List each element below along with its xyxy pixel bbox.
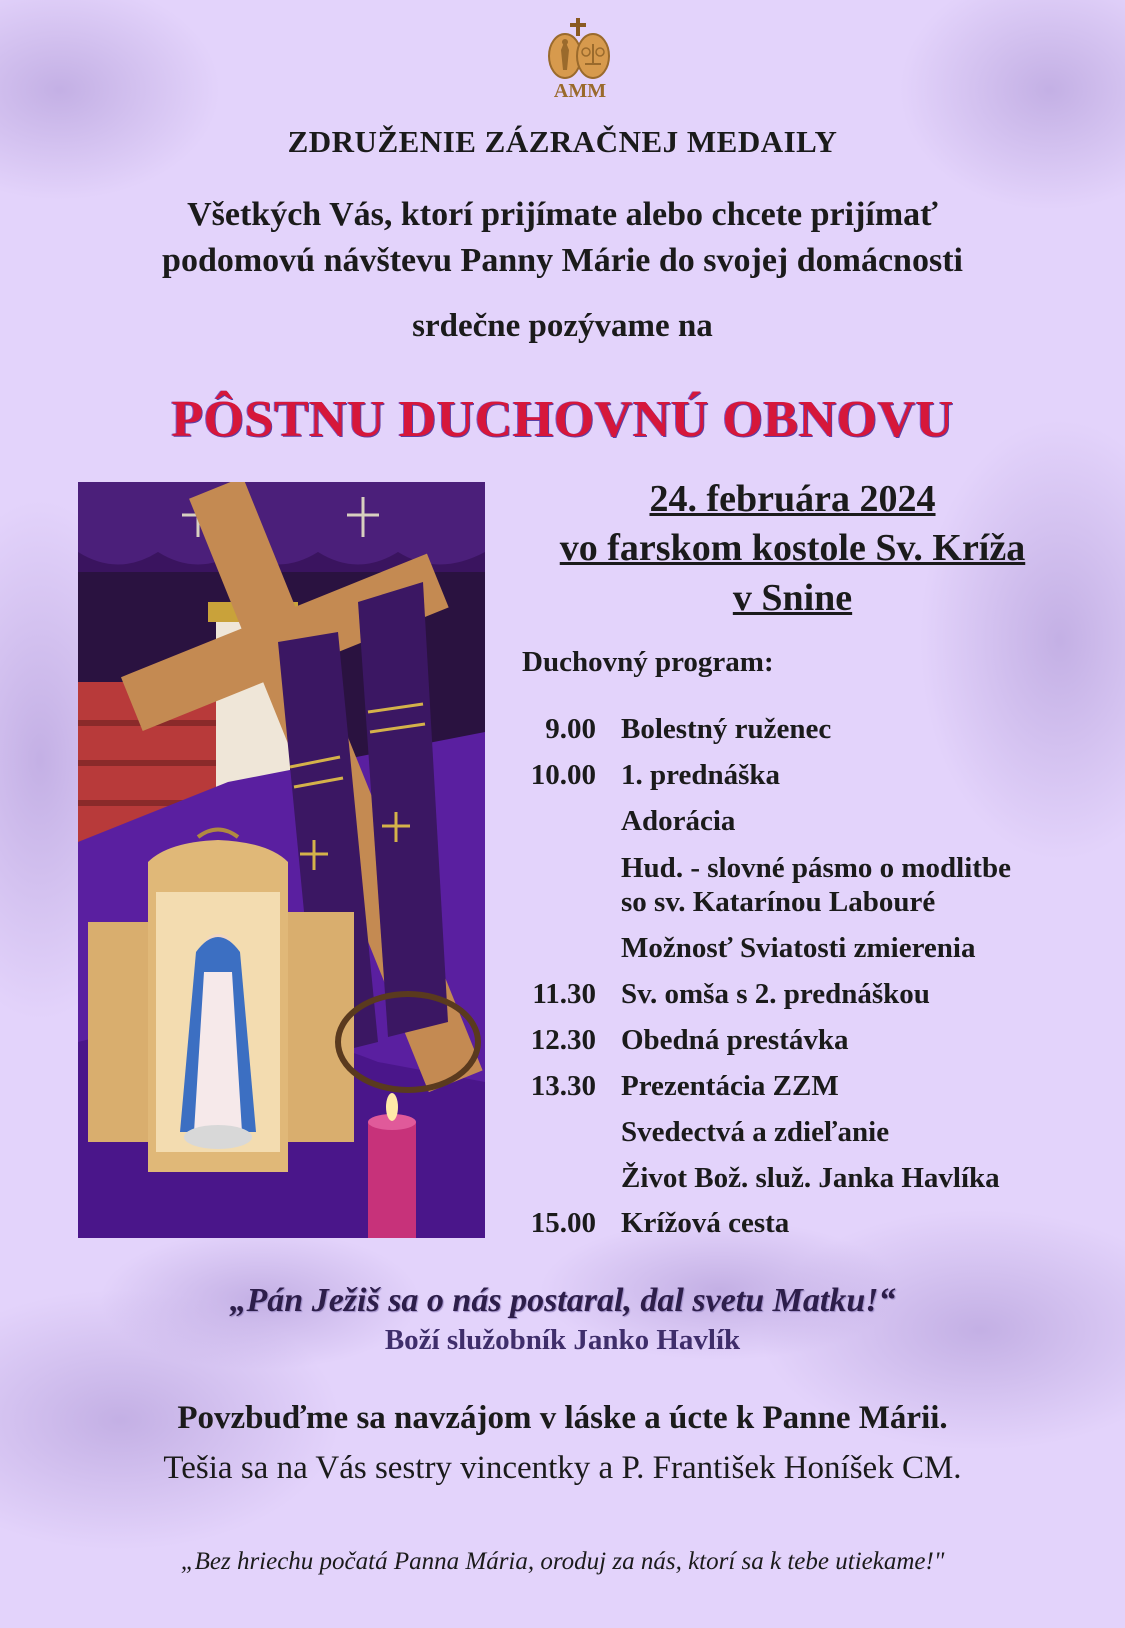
program-time: 12.30 xyxy=(530,1024,596,1056)
program-activity: Obedná prestávka xyxy=(621,1024,849,1056)
program-title: Duchovný program: xyxy=(522,646,774,678)
logo-text: AMM xyxy=(553,80,607,102)
prayer-text: „Bez hriechu počatá Panna Mária, oroduj za nás, ktorí sa k tebe utiekame!" xyxy=(180,1548,945,1575)
invitation-line-1: Všetkých Vás, ktorí prijímate alebo chcete prijímať xyxy=(187,196,938,233)
closing-line-1: Povzbuďme sa navzájom v láske a úcte k Panne Márii. xyxy=(177,1400,948,1436)
event-place-line-1: vo farskom kostole Sv. Kríža xyxy=(559,527,1026,569)
program-activity: so sv. Katarínou Labouré xyxy=(621,886,936,918)
program-time: 11.30 xyxy=(532,978,596,1010)
program-activity: Život Bož. služ. Janka Havlíka xyxy=(621,1162,1000,1194)
program-time: 15.00 xyxy=(530,1207,596,1239)
event-place-line-2: v Snine xyxy=(732,577,853,619)
altar-shrine-photo xyxy=(78,482,485,1238)
program-activity: Svedectvá a zdieľanie xyxy=(621,1116,890,1148)
event-date: 24. februára 2024 xyxy=(649,478,936,520)
quote-text: „Pán Ježiš sa o nás postaral, dal svetu Matku!“ xyxy=(229,1282,896,1319)
program-time: 9.00 xyxy=(545,713,596,745)
organization-name: ZDRUŽENIE ZÁZRAČNEJ MEDAILY xyxy=(287,124,838,159)
invitation-line-3: srdečne pozývame na xyxy=(412,308,713,344)
event-title: PÔSTNU DUCHOVNÚ OBNOVU xyxy=(171,391,954,448)
program-activity: Možnosť Sviatosti zmierenia xyxy=(621,932,976,964)
program-activity: Hud. - slovné pásmo o modlitbe xyxy=(621,852,1011,884)
closing-line-2: Tešia sa na Vás sestry vincentky a P. František Honíšek CM. xyxy=(163,1450,962,1486)
program-activity: Bolestný ruženec xyxy=(621,713,832,745)
program-activity: Krížová cesta xyxy=(621,1207,790,1239)
program-activity: Prezentácia ZZM xyxy=(621,1070,839,1102)
program-time: 13.30 xyxy=(530,1070,596,1102)
quote-author: Boží služobník Janko Havlík xyxy=(384,1324,741,1356)
invitation-line-2: podomovú návštevu Panny Márie do svojej domácnosti xyxy=(162,242,963,279)
program-activity: 1. prednáška xyxy=(621,759,781,791)
program-time: 10.00 xyxy=(530,759,596,791)
program-activity: Adorácia xyxy=(621,805,736,837)
program-activity: Sv. omša s 2. prednáškou xyxy=(621,978,930,1010)
